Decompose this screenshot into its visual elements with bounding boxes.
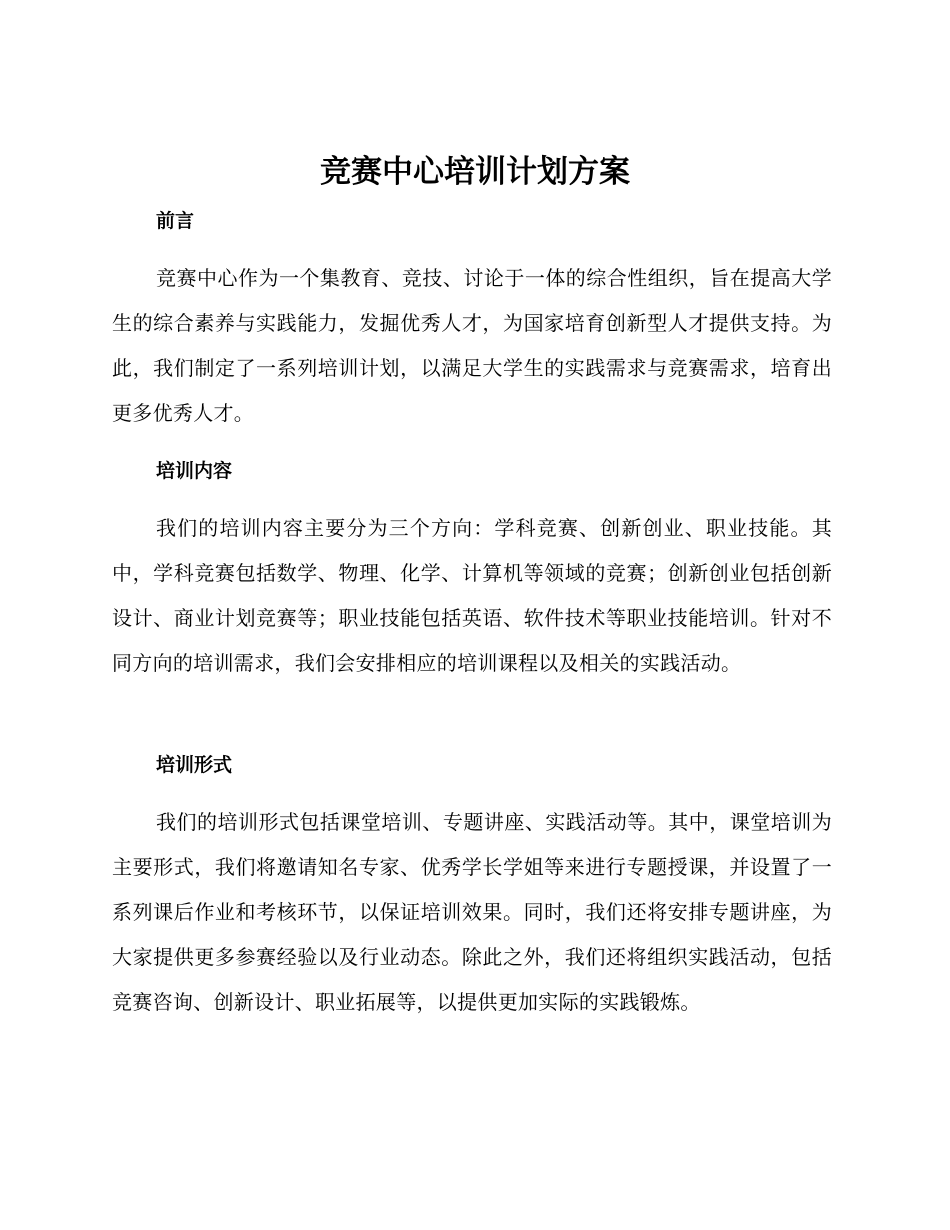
section-body-training-form: 我们的培训形式包括课堂培训、专题讲座、实践活动等。其中，课堂培训为主要形式，我们将邀请知名专家、优秀学长学姐等来进行专题授课，并设置了一系列课后作业和考核环节，以保证培训效果。同时，我们还将安排专题讲座，为大家提供更多参赛经验以及行业动态。除此之外，我们还将组织实践活动，包括竞赛咨询、创新设计、职业拓展等，以提供更加实际的实践锻炼。	[112, 810, 832, 1014]
section-body-training-content: 我们的培训内容主要分为三个方向：学科竞赛、创新创业、职业技能。其中，学科竞赛包括数学、物理、化学、计算机等领域的竞赛；创新创业包括创新设计、商业计划竞赛等；职业技能包括英语、软件技术等职业技能培训。针对不同方向的培训需求，我们会安排相应的培训课程以及相关的实践活动。	[112, 516, 832, 675]
section-body-preface: 竞赛中心作为一个集教育、竞技、讨论于一体的综合性组织，旨在提高大学生的综合素养与实践能力，发掘优秀人才，为国家培育创新型人才提供支持。为此，我们制定了一系列培训计划，以满足大学生的实践需求与竞赛需求，培育出更多优秀人才。	[112, 266, 832, 425]
section-heading-training-form: 培训形式	[156, 754, 233, 776]
section-heading-preface: 前言	[156, 210, 195, 232]
section-heading-training-content: 培训内容	[156, 460, 233, 482]
document-title: 竞赛中心培训计划方案	[320, 154, 630, 190]
